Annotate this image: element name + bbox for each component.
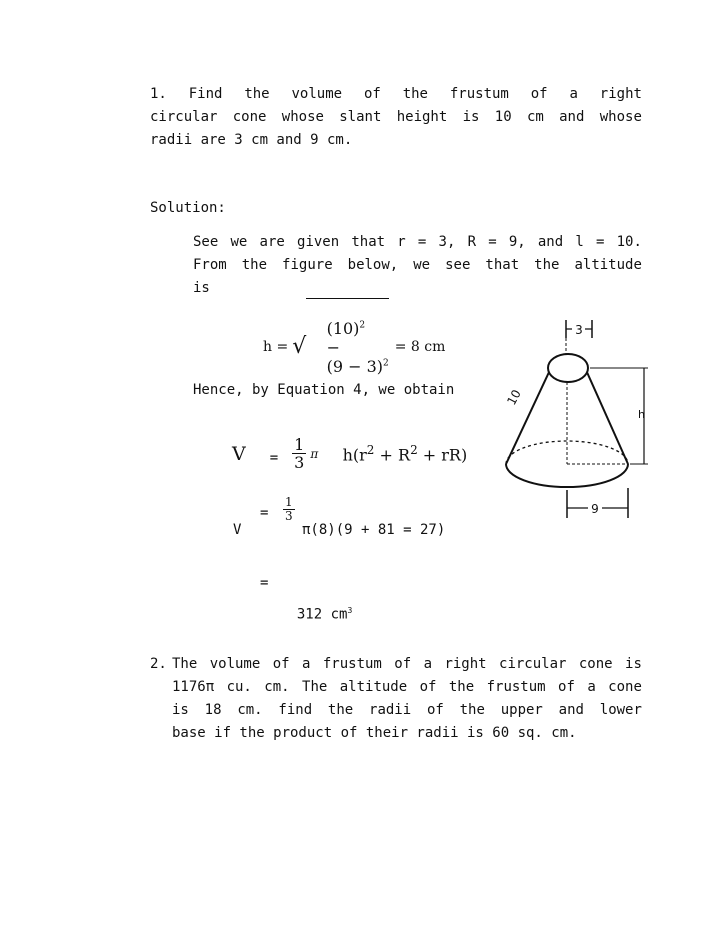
problem2-line3	[172, 702, 642, 718]
top-base	[548, 354, 588, 382]
word: upper	[500, 702, 543, 718]
word: the	[402, 86, 428, 102]
volume-equation-1	[232, 424, 467, 483]
problem2-line1	[172, 656, 642, 672]
word: figure	[282, 257, 333, 273]
word: cone	[608, 679, 642, 695]
word: of	[558, 679, 575, 695]
word: slant	[339, 109, 382, 125]
word: cu.	[226, 679, 252, 695]
word: whose	[281, 109, 324, 125]
eq1-pi: π	[310, 446, 319, 461]
word: See	[193, 234, 219, 250]
word: we	[230, 234, 248, 250]
eq3-equals: =	[260, 575, 269, 591]
eq1-fraction: $\frac{1}{3}$	[294, 434, 305, 473]
eq2-v: V	[233, 522, 242, 538]
word: cm.	[264, 679, 290, 695]
word: a	[423, 656, 433, 672]
word: 3,	[438, 234, 456, 250]
word: a	[587, 679, 596, 695]
word: circular	[150, 109, 218, 125]
problem2-line2	[172, 679, 642, 695]
eq2-body: π(8)(9 + 81 = 27)	[302, 522, 446, 538]
problem1-line1	[150, 86, 642, 102]
bottom-base-front	[506, 464, 628, 487]
word: R	[467, 234, 476, 250]
word: below,	[347, 257, 399, 273]
word: see	[445, 257, 471, 273]
label-top-radius: 3	[575, 323, 583, 337]
word: cm.	[237, 702, 263, 718]
slant-left	[506, 370, 550, 464]
word: of	[419, 679, 437, 695]
word: volume	[209, 656, 261, 672]
frustum-figure	[490, 318, 658, 524]
word: altitude	[574, 257, 642, 273]
eq1-equals: =	[269, 449, 279, 466]
word: right	[599, 86, 642, 102]
word: cone	[578, 656, 613, 672]
word: r	[397, 234, 406, 250]
word: frustum	[322, 656, 382, 672]
word: the	[534, 257, 560, 273]
word: The	[302, 679, 328, 695]
word: right	[444, 656, 487, 672]
word: are	[259, 234, 285, 250]
word: given	[297, 234, 340, 250]
word: The	[172, 656, 198, 672]
word: volume	[291, 86, 343, 102]
word: and	[558, 702, 584, 718]
word: the	[241, 257, 268, 273]
word: frustum	[486, 679, 546, 695]
word: radii	[369, 702, 412, 718]
word: that	[351, 234, 386, 250]
problem2-number: 2.	[150, 656, 167, 672]
word: is	[462, 109, 480, 125]
word: altitude	[339, 679, 408, 695]
word: 18	[204, 702, 222, 718]
sqrt-sign: √	[292, 334, 307, 359]
word: a	[569, 86, 578, 102]
word: of	[272, 656, 290, 672]
word: 10.	[616, 234, 642, 250]
word: Find	[188, 86, 223, 102]
word: =	[417, 234, 427, 250]
word: and	[537, 234, 564, 250]
eq1-body: $h(r^2 + R^2 + rR)$	[342, 443, 468, 465]
label-slant: 10	[504, 387, 524, 408]
word: lower	[599, 702, 642, 718]
eq2-fraction: $\frac{1}{3}$	[285, 495, 293, 524]
word: the	[244, 86, 270, 102]
word: 1176π	[172, 679, 215, 695]
problem1-line2	[150, 109, 642, 125]
word: height	[396, 109, 448, 125]
solution-line3: is	[193, 280, 210, 296]
word: of	[363, 86, 381, 102]
word: cm	[526, 109, 544, 125]
word: the	[448, 679, 475, 695]
word: a	[302, 656, 311, 672]
word: From	[193, 257, 227, 273]
word: 9,	[508, 234, 526, 250]
solution-heading: Solution:	[150, 200, 226, 216]
h-rhs: = 8 cm	[394, 338, 446, 355]
sqrt-radicand: $(10)^2$ − $(9 - 3)^2$	[306, 298, 389, 395]
slant-right	[586, 370, 628, 464]
h-formula	[263, 298, 445, 395]
word: we	[413, 257, 431, 273]
solution-line2	[193, 257, 642, 273]
word: =	[488, 234, 497, 250]
eq2-equals: =	[260, 505, 269, 521]
eq3-result: 312 $cm^3$	[296, 606, 353, 623]
word: find	[278, 702, 313, 718]
word: 1.	[150, 86, 167, 102]
word: that	[485, 257, 520, 273]
word: is	[172, 702, 189, 718]
word: is	[625, 656, 642, 672]
word: the	[327, 702, 354, 718]
word: whose	[599, 109, 642, 125]
word: =	[595, 234, 605, 250]
word: of	[394, 656, 412, 672]
word: frustum	[449, 86, 509, 102]
word: l	[575, 234, 584, 250]
word: and	[559, 109, 585, 125]
h-lhs: h =	[263, 338, 289, 355]
eq1-v: V	[232, 442, 246, 465]
word: cone	[232, 109, 267, 125]
problem2-line4: base if the product of their radii is 60 sq. cm.	[172, 725, 577, 741]
label-bottom-radius: 9	[591, 502, 599, 516]
label-height: h	[638, 408, 645, 421]
hence-line: Hence, by Equation 4, we obtain	[193, 382, 455, 398]
word: circular	[499, 656, 567, 672]
problem1-line3: radii are 3 cm and 9 cm.	[150, 132, 353, 148]
word: of	[426, 702, 444, 718]
word: of	[530, 86, 548, 102]
word: 10	[494, 109, 512, 125]
word: the	[459, 702, 485, 718]
solution-line1	[193, 234, 642, 250]
